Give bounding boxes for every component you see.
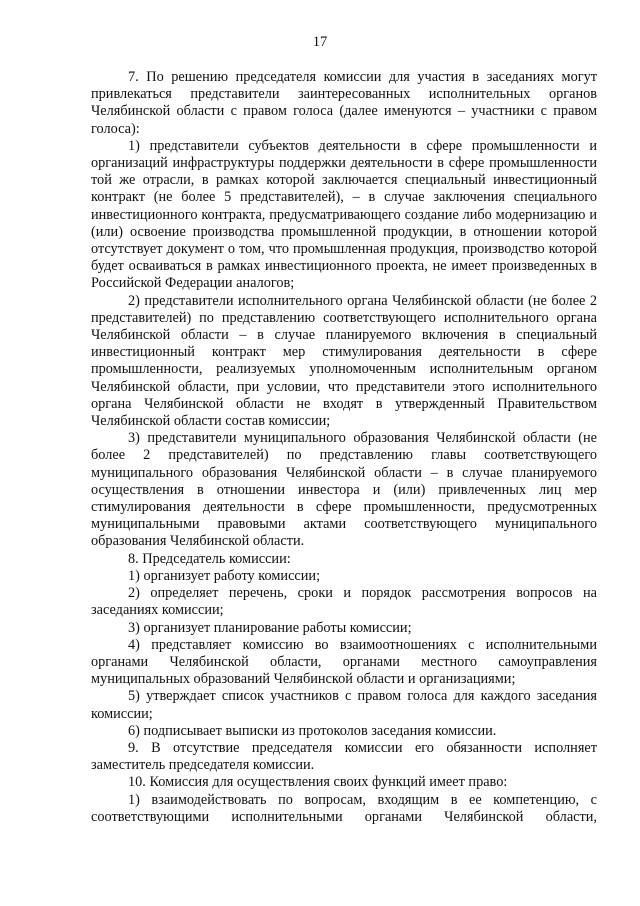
paragraph-7: 7. По решению председателя комиссии для участия в заседаниях могут привлекаться представители заинтересованных исполнительных органов Челябинской области с правом голоса (далее именуются – участники с правом голоса):: [91, 69, 597, 137]
document-body: [91, 69, 597, 826]
paragraph-8-item-3: 3) организует планирование работы комиссии;: [128, 619, 412, 636]
paragraph-8: 8. Председатель комиссии:: [128, 550, 291, 567]
paragraph-8-item-1: 1) организует работу комиссии;: [128, 567, 321, 584]
paragraph-9: 9. В отсутствие председателя комиссии его обязанности исполняет заместитель председателя комиссии.: [91, 739, 597, 774]
paragraph-8-item-2: 2) определяет перечень, сроки и порядок рассмотрения вопросов на заседаниях комиссии;: [91, 585, 597, 619]
paragraph-10-item-1: 1) взаимодействовать по вопросам, входящим в ее компетенцию, с соответствующими исполнительными органами Челябинской области,: [91, 791, 597, 825]
paragraph-10: 10. Комиссия для осуществления своих функций имеет право:: [128, 774, 508, 791]
paragraph-8-item-4: 4) представляет комиссию во взаимоотношениях с исполнительными органами Челябинской области, органами местного самоуправления муниципальных образований Челябинской области и организациями;: [91, 636, 597, 688]
page-number: 17: [312, 34, 328, 50]
paragraph-8-item-5: 5) утверждает список участников с правом голоса для каждого заседания комиссии;: [91, 688, 597, 722]
paragraph-7-item-2: 2) представители исполнительного органа Челябинской области (не более 2 представителей) по представлению соответствующего исполнительного органа Челябинской области – в случае планируемого включения в специальный инвестиционный контракт мер стимулирования деятельности в сфере промышленности, реализуемых уполномоченным исполнительным органом Челябинской области, при условии, что представители этого исполнительного органа Челябинской области не входят в утвержденный Правительством Челябинской области состав комиссии;: [91, 292, 597, 430]
paragraph-7-item-3: 3) представители муниципального образования Челябинской области (не более 2 представителей) по представлению главы соответствующего муниципального образования Челябинской области – в случае планируемого осуществления в отношении инвестора и (или) привлеченных лиц мер стимулирования деятельности в сфере промышленности, предусмотренных муниципальными правовыми актами соответствующего муниципального образования Челябинской области.: [91, 430, 597, 550]
paragraph-7-item-1: 1) представители субъектов деятельности в сфере промышленности и организаций инфраструктуры поддержки деятельности в сфере промышленности той же отрасли, в рамках которой заключается специальный инвестиционный контракт (не более 5 представителей), – в случае заключения специального инвестиционного контракта, предусматривающего создание либо модернизацию и (или) освоение производства промышленной продукции, в отношении которой отсутствует документ о том, что промышленная продукция, производство которой будет осваиваться в рамках инвестиционного проекта, не имеет произведенных в Российской Федерации аналогов;: [91, 137, 597, 292]
paragraph-8-item-6: 6) подписывает выписки из протоколов заседания комиссии.: [128, 722, 497, 739]
